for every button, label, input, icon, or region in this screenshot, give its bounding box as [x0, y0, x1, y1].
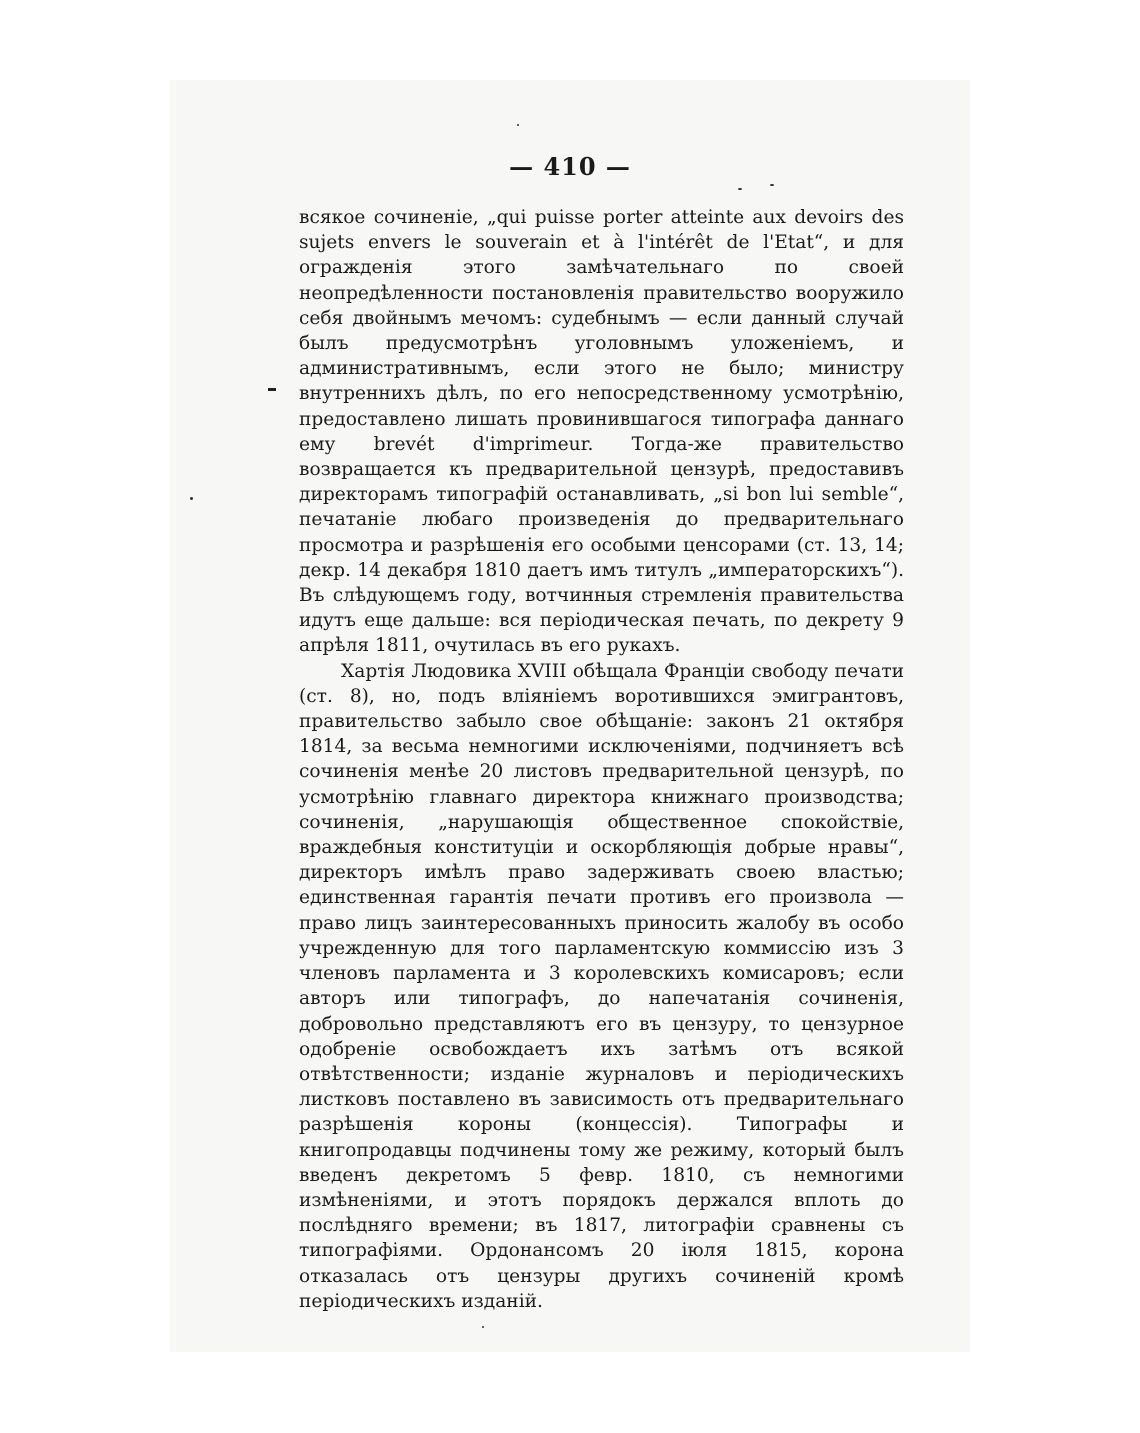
- margin-mark: [268, 388, 276, 391]
- scan-speck: [190, 497, 193, 500]
- page-body: [299, 205, 904, 1314]
- scan-speck: [517, 124, 519, 126]
- scan-speck: [770, 184, 774, 186]
- paragraph-2: Хартія Людовика XVIII обѣщала Франціи свободу печати (ст. 8), но, подъ вліяніемъ воротившихся эмигрантовъ, правительство забыло свое обѣщаніе: законъ 21 октября 1814, за весьма немногими исключеніями, подчиняетъ всѣ сочиненія менѣе 20 листовъ предварительной цензурѣ, по усмотрѣнію главнаго директора книжнаго производства; сочиненія, „нарушающія общественное спокойствіе, враждебныя конституціи и оскорбляющія добрые нравы“, директоръ имѣлъ право задерживать своею властью; единственная гарантія печати противъ его произвола — право лицъ заинтересованныхъ приносить жалобу въ особо учрежденную для того парламентскую коммиссію изъ 3 членовъ парламента и 3 королевскихъ комисаровъ; если авторъ или типографъ, до напечатанія сочиненія, добровольно представляютъ его въ цензуру, то цензурное одобреніе освобождаетъ ихъ затѣмъ отъ всякой отвѣтственности; изданіе журналовъ и періодическихъ листковъ поставлено въ зависимость отъ предварительнаго разрѣшенія короны (концессія). Типографы и книгопродавцы подчинены тому же режиму, который былъ введенъ декретомъ 5 февр. 1810, съ немногими измѣненіями, и этотъ порядокъ держался вплоть до послѣдняго времени; въ 1817, литографіи сравнены съ типографіями. Ордонансомъ 20 іюля 1815, корона отказалась отъ цензуры другихъ сочиненій кромѣ періодическихъ изданій.: [299, 660, 904, 1312]
- paragraph-1: всякое сочиненіе, „qui puisse porter atteinte aux devoirs des sujets envers le souverain et à l'intérêt de l'Etat“, и для огражденія этого замѣчательнаго по своей неопредѣленности постановленія правительство вооружило себя двойнымъ мечомъ: судебнымъ — если данный случай былъ предусмотрѣнъ уголовнымъ уложеніемъ, и административнымъ, если этого не было; министру внутреннихъ дѣлъ, по его непосредственному усмотрѣнію, предоставлено лишать провинившагося типографа даннаго ему brevét d'imprimeur. Тогда-же правительство возвращается къ предварительной цензурѣ, предоставивъ директорамъ типографій останавливать, „si bon lui semble“, печатаніе любаго произведенія до предварительнаго просмотра и разрѣшенія его особыми ценсорами (ст. 13, 14; декр. 14 декабря 1810 даетъ имъ титулъ „императорскихъ“). Въ слѣдующемъ году, вотчинныя стремленія правительства идутъ еще дальше: вся періодическая печать, по декрету 9 апрѣля 1811, очутилась въ его рукахъ.: [299, 207, 904, 657]
- scan-speck: [738, 188, 742, 190]
- scan-speck: [482, 1326, 484, 1328]
- page-number: — 410 —: [509, 152, 631, 181]
